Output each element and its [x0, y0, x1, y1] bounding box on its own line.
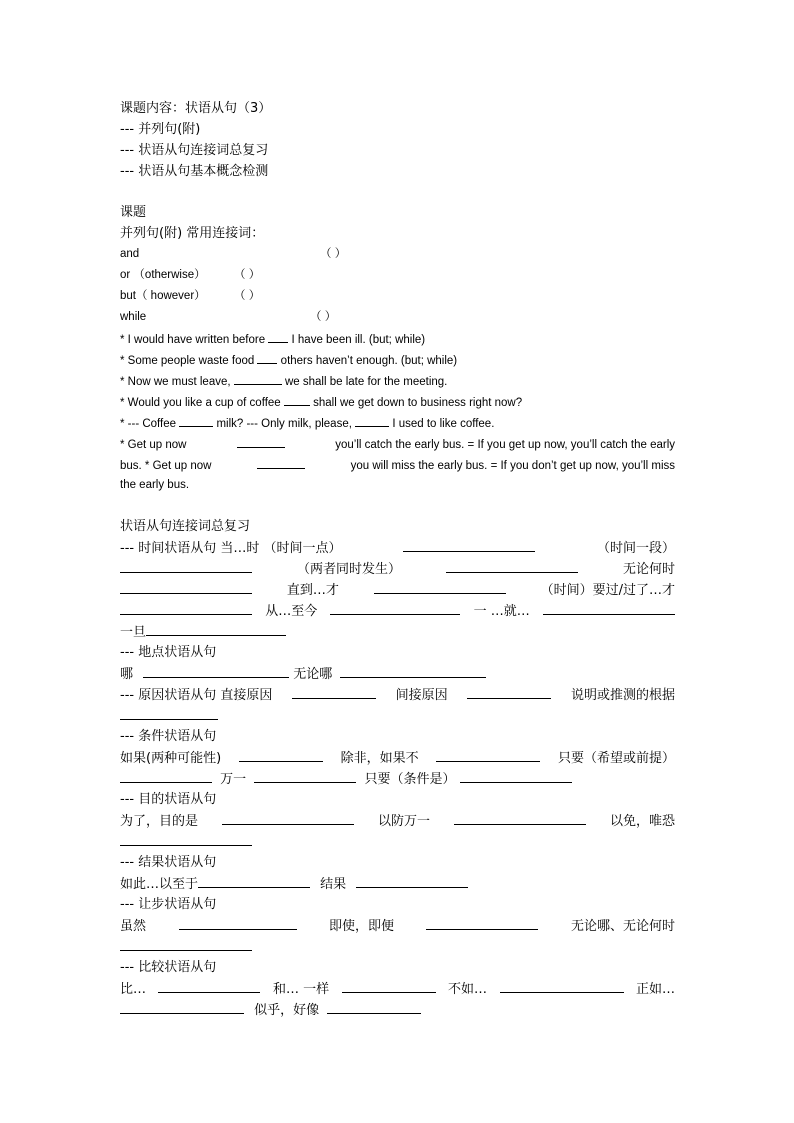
outline-item: --- 并列句(附): [120, 122, 201, 137]
blank[interactable]: [257, 454, 305, 469]
conj-label: but（ however）: [120, 290, 206, 302]
blank[interactable]: [179, 412, 213, 427]
blank[interactable]: [374, 579, 506, 594]
answer-paren[interactable]: （ ）: [234, 290, 261, 302]
place-clause-row: 哪 无论哪: [120, 663, 675, 684]
concession-clause-row: 虽然 即使，即便 无论哪、无论何时: [120, 915, 675, 936]
time-clause-row: --- 时间状语从句 当…时 （时间一点） （时间一段）: [120, 537, 675, 558]
blank[interactable]: [284, 391, 310, 406]
exercise-4: * Would you like a cup of coffee shall we get down to business right now?: [120, 391, 675, 412]
condition-clause-row: 万一 只要（条件是）: [120, 768, 675, 789]
blank[interactable]: [355, 412, 389, 427]
blank[interactable]: [120, 936, 252, 951]
blank[interactable]: [426, 915, 538, 930]
blank[interactable]: [120, 579, 252, 594]
blank[interactable]: [446, 558, 578, 573]
clause-heading: --- 地点状语从句: [120, 645, 217, 660]
answer-paren[interactable]: （ ）: [234, 269, 261, 281]
blank[interactable]: [330, 600, 460, 615]
conj-row-while: [120, 307, 675, 328]
conj-row-and: [120, 244, 675, 265]
blank[interactable]: [356, 873, 468, 888]
result-clause-row: 如此…以至于 结果: [120, 873, 675, 894]
exercise-2: * Some people waste food others haven’t enough. (but; while): [120, 349, 675, 370]
blank[interactable]: [254, 768, 356, 783]
exercise-6: * Get up now you’ll catch the early bus. = If you get up now, you’ll catch the early: [120, 433, 675, 454]
blank[interactable]: [460, 768, 572, 783]
clause-heading: --- 结果状语从句: [120, 855, 217, 870]
blank[interactable]: [257, 349, 277, 364]
blank[interactable]: [120, 768, 212, 783]
purpose-clause-row: 为了，目的是 以防万一 以免，唯恐: [120, 810, 675, 831]
blank[interactable]: [237, 433, 285, 448]
blank[interactable]: [543, 600, 675, 615]
blank[interactable]: [292, 684, 376, 699]
conj-row-or: [120, 265, 675, 286]
blank[interactable]: [120, 558, 252, 573]
subheading: 并列句(附) 常用连接词：: [120, 226, 265, 241]
comparison-clause-row: 似乎，好像: [120, 999, 675, 1020]
answer-paren[interactable]: （ ）: [310, 311, 337, 323]
exercise-5: * --- Coffee milk? --- Only milk, please, I used to like coffee.: [120, 412, 675, 433]
answer-paren[interactable]: （ ）: [320, 248, 347, 260]
blank[interactable]: [234, 370, 282, 385]
blank[interactable]: [342, 978, 436, 993]
page-title: 课题内容：状语从句（3）: [120, 101, 272, 116]
blank[interactable]: [158, 978, 260, 993]
time-clause-row: （两者同时发生） 无论何时: [120, 558, 675, 579]
purpose-clause-row: [120, 831, 675, 852]
reason-clause-row: --- 原因状语从句 直接原因 间接原因 说明或推测的根据: [120, 684, 675, 705]
exercise-3: * Now we must leave, we shall be late for the meeting.: [120, 370, 675, 391]
exercise-6-cont: bus. * Get up now you will miss the early bus. = If you don’t get up now, you’ll miss: [120, 454, 675, 475]
blank[interactable]: [120, 831, 252, 846]
comparison-clause-row: 比… 和… 一样 不如… 正如…: [120, 978, 675, 999]
conj-label: while: [120, 311, 147, 323]
section-heading: 课题: [120, 205, 147, 220]
worksheet: [120, 98, 675, 1020]
blank[interactable]: [120, 600, 252, 615]
clause-heading: --- 目的状语从句: [120, 792, 217, 807]
blank[interactable]: [403, 537, 535, 552]
clause-heading: --- 条件状语从句: [120, 729, 217, 744]
time-clause-row: 直到…才 （时间）要过/过了…才: [120, 579, 675, 600]
outline-item: --- 状语从句连接词总复习: [120, 143, 269, 158]
time-clause-row: 从…至今 一 …就…: [120, 600, 675, 621]
blank[interactable]: [143, 663, 289, 678]
exercise-6-end: the early bus.: [120, 479, 190, 491]
blank[interactable]: [222, 810, 354, 825]
blank[interactable]: [268, 328, 288, 343]
blank[interactable]: [500, 978, 624, 993]
concession-clause-row: [120, 936, 675, 957]
blank[interactable]: [454, 810, 586, 825]
conj-label: and: [120, 248, 140, 260]
blank[interactable]: [146, 621, 286, 636]
blank[interactable]: [327, 999, 421, 1014]
blank[interactable]: [436, 747, 540, 762]
blank[interactable]: [120, 705, 218, 720]
conj-label: or （otherwise）: [120, 269, 206, 281]
outline-item: --- 状语从句基本概念检测: [120, 164, 269, 179]
time-clause-row: 一旦: [120, 621, 675, 642]
blank[interactable]: [198, 873, 310, 888]
section-heading: 状语从句连接词总复习: [120, 519, 251, 534]
clause-heading: --- 比较状语从句: [120, 960, 217, 975]
conj-row-but: [120, 286, 675, 307]
exercise-1: * I would have written before I have been ill. (but; while): [120, 328, 675, 349]
blank[interactable]: [340, 663, 486, 678]
condition-clause-row: 如果(两种可能性) 除非，如果不 只要（希望或前提）: [120, 747, 675, 768]
blank[interactable]: [179, 915, 297, 930]
blank[interactable]: [120, 999, 244, 1014]
reason-clause-row: [120, 705, 675, 726]
blank[interactable]: [239, 747, 323, 762]
clause-heading: --- 让步状语从句: [120, 897, 217, 912]
blank[interactable]: [467, 684, 551, 699]
